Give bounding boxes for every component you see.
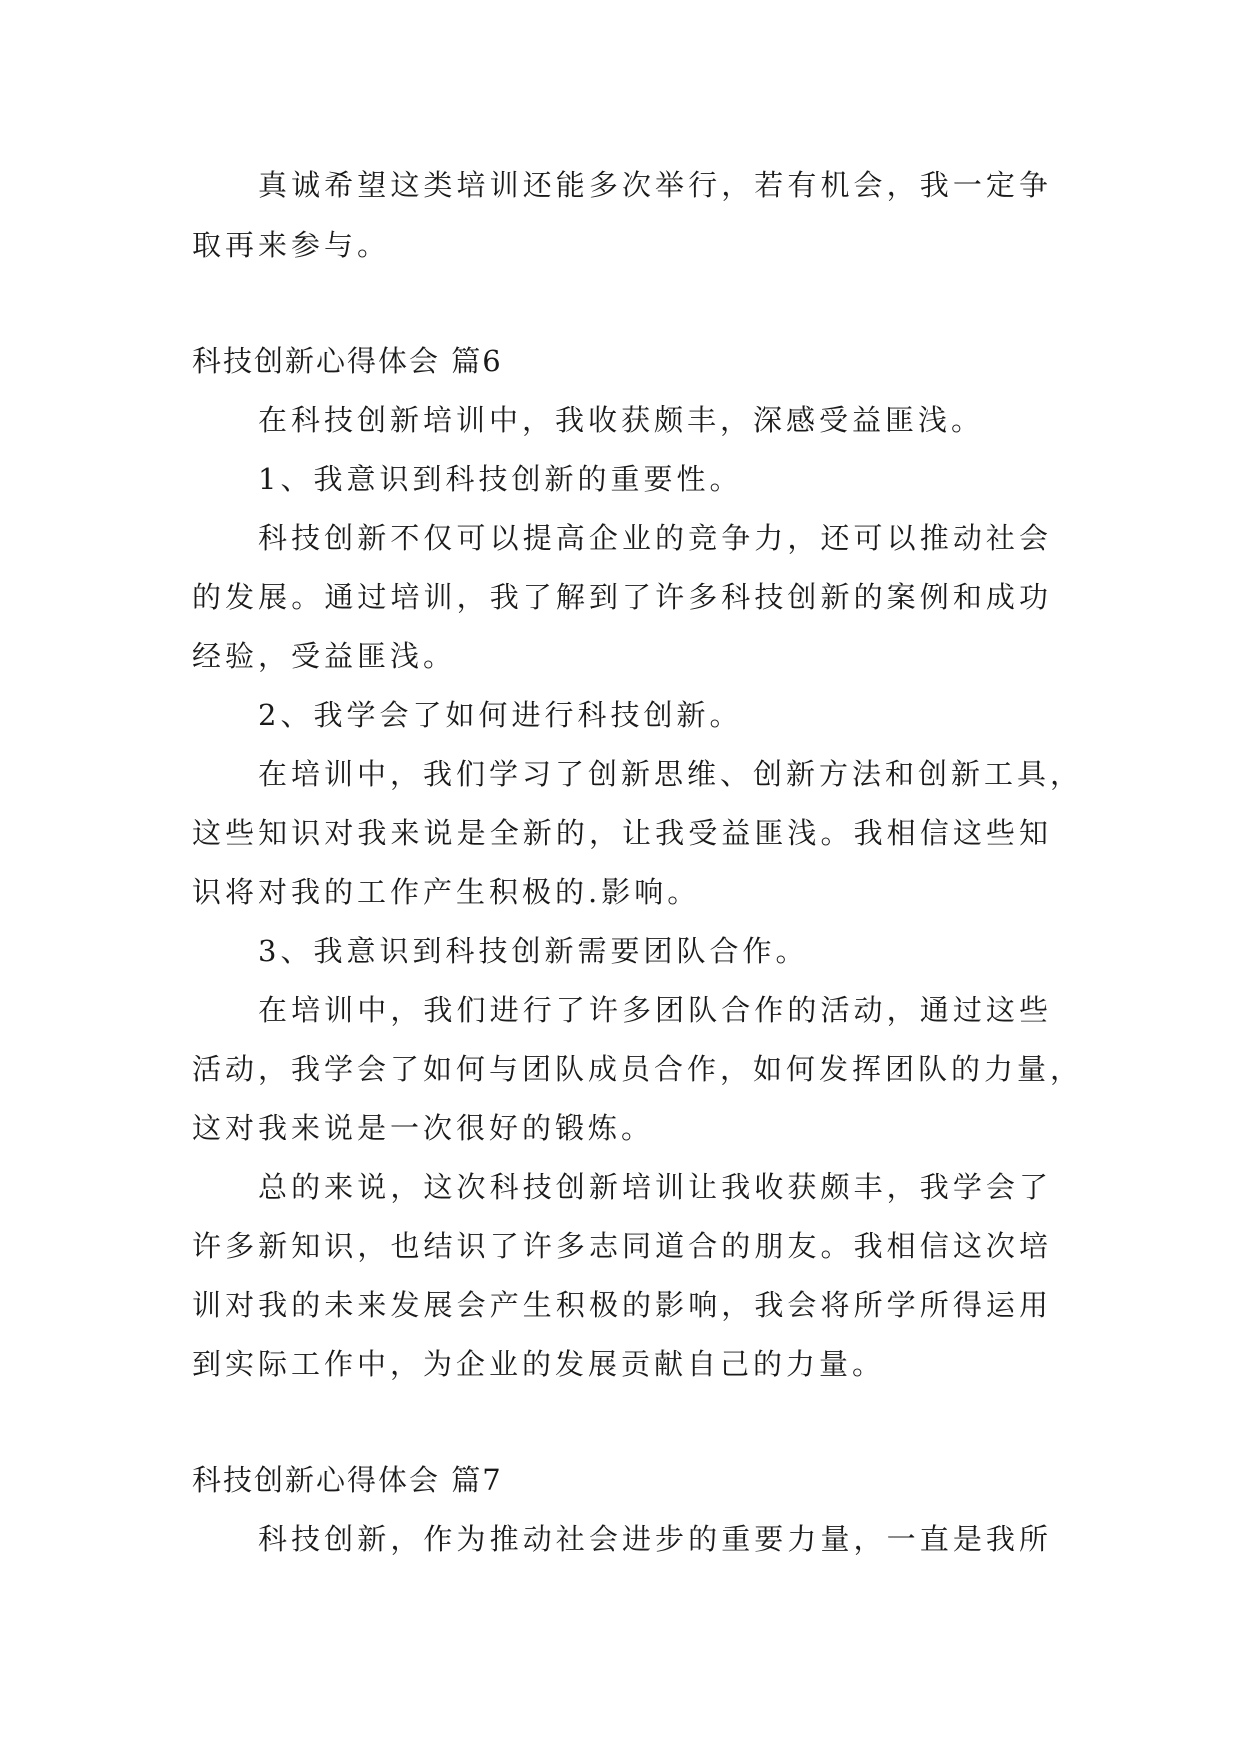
paragraph-line: 总的来说，这次科技创新培训让我收获颇丰，我学会了 <box>258 1170 1052 1204</box>
paragraph-line: 在培训中，我们学习了创新思维、创新方法和创新工具， <box>258 757 1084 791</box>
section-heading: 科技创新心得体会 篇6 <box>192 344 503 378</box>
paragraph-line: 活动，我学会了如何与团队成员合作，如何发挥团队的力量， <box>192 1052 1084 1086</box>
paragraph-line: 到实际工作中，为企业的发展贡献自己的力量。 <box>192 1347 886 1381</box>
paragraph-line: 在科技创新培训中，我收获颇丰，深感受益匪浅。 <box>258 403 985 437</box>
list-item: 2、我学会了如何进行科技创新。 <box>258 698 743 732</box>
paragraph-line: 识将对我的工作产生积极的.影响。 <box>192 875 701 909</box>
paragraph-line: 科技创新不仅可以提高企业的竞争力，还可以推动社会 <box>258 521 1052 555</box>
paragraph-line: 取再来参与。 <box>192 228 391 262</box>
paragraph-line: 真诚希望这类培训还能多次举行，若有机会，我一定争 <box>258 168 1052 202</box>
paragraph-line: 科技创新，作为推动社会进步的重要力量，一直是我所 <box>258 1522 1052 1556</box>
paragraph-line: 这些知识对我来说是全新的，让我受益匪浅。我相信这些知 <box>192 816 1052 850</box>
paragraph-line: 在培训中，我们进行了许多团队合作的活动，通过这些 <box>258 993 1052 1027</box>
list-item: 3、我意识到科技创新需要团队合作。 <box>258 934 809 968</box>
section-heading: 科技创新心得体会 篇7 <box>192 1463 503 1497</box>
paragraph-line: 经验，受益匪浅。 <box>192 639 457 673</box>
paragraph-line: 许多新知识，也结识了许多志同道合的朋友。我相信这次培 <box>192 1229 1052 1263</box>
paragraph-line: 的发展。通过培训，我了解到了许多科技创新的案例和成功 <box>192 580 1052 614</box>
paragraph-line: 训对我的未来发展会产生积极的影响，我会将所学所得运用 <box>192 1288 1052 1322</box>
paragraph-line: 这对我来说是一次很好的锻炼。 <box>192 1111 655 1145</box>
list-item: 1、我意识到科技创新的重要性。 <box>258 462 743 496</box>
